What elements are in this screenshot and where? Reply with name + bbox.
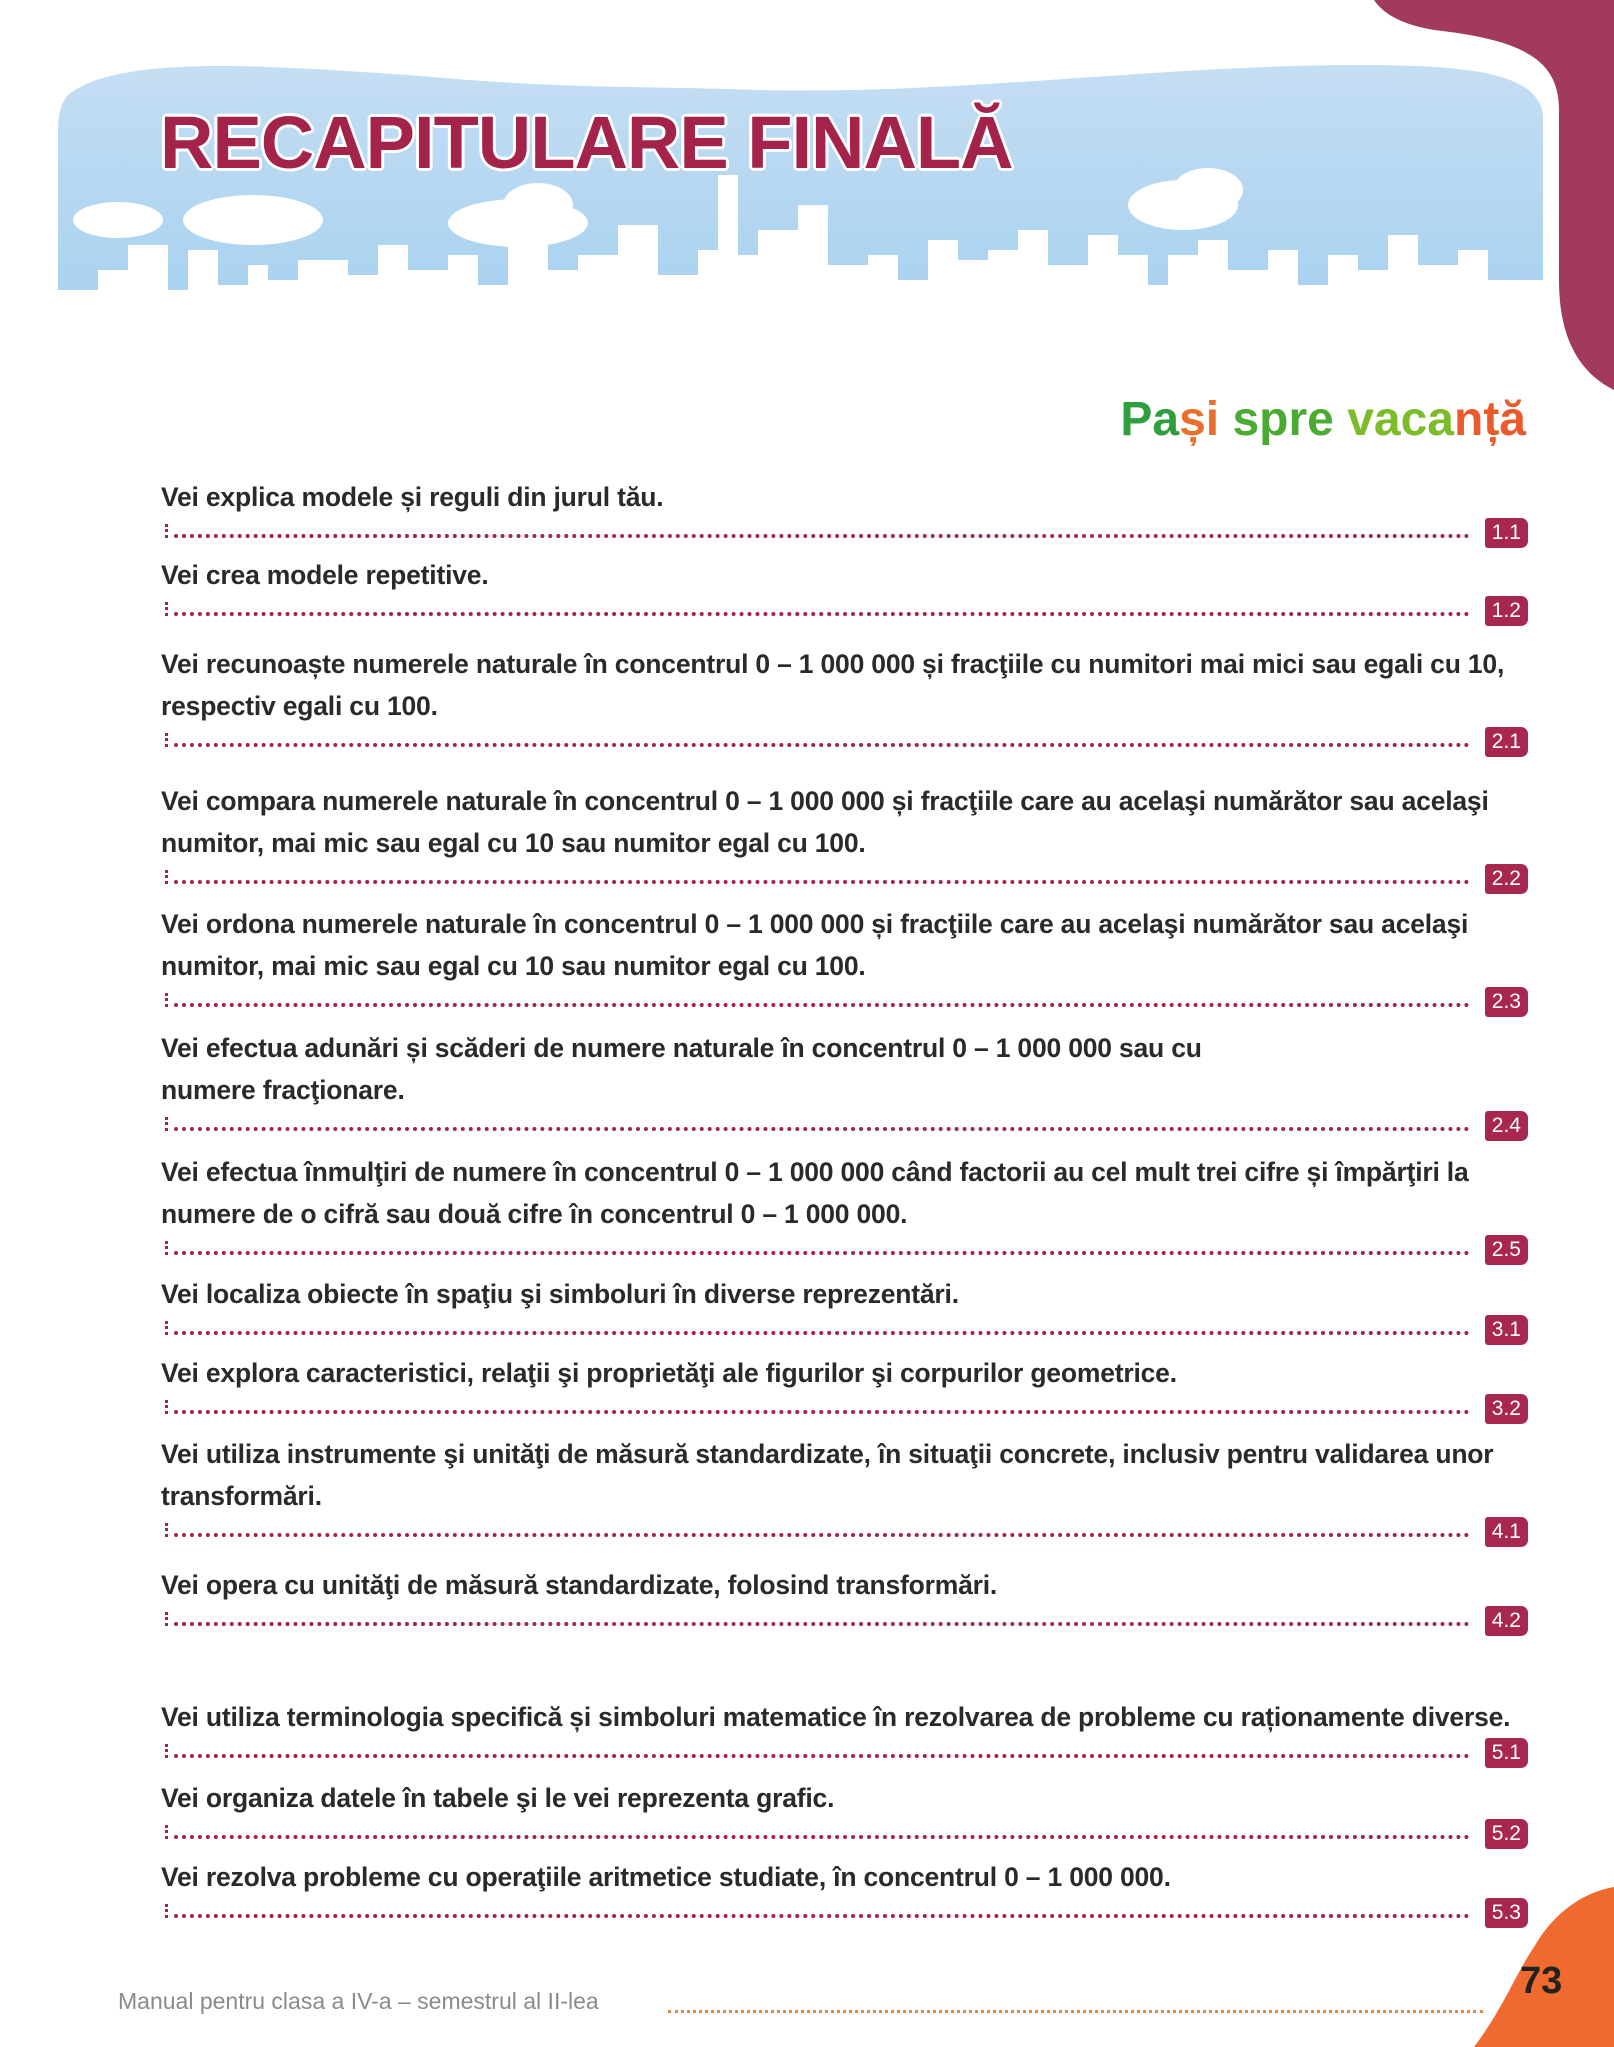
objective-item bbox=[161, 476, 1528, 544]
dotted-answer-line bbox=[165, 521, 1528, 544]
objective-item bbox=[161, 643, 1528, 753]
objective-text: Vei utiliza instrumente şi unităţi de măsură standardizate, în situaţii concrete, inclusiv pentru validarea unor transformări. bbox=[161, 1439, 1494, 1511]
competency-badge: 1.1 bbox=[1485, 518, 1528, 548]
objective-text: Vei ordona numerele naturale în concentrul 0 – 1 000 000 și fracţiile care au acelaşi numărător sau acelaşi numitor, mai mic sau egal cu 10 sau numitor egal cu 100. bbox=[161, 909, 1469, 981]
competency-badge: 5.1 bbox=[1485, 1738, 1528, 1768]
city-skyline-banner bbox=[58, 55, 1548, 330]
objective-text: Vei efectua adunări și scăderi de numere naturale în concentrul 0 – 1 000 000 sau cu numere fracţionare. bbox=[161, 1033, 1202, 1105]
page-number: 73 bbox=[1520, 1960, 1563, 2002]
objective-text: Vei explora caracteristici, relaţii şi proprietăţi ale figurilor şi corpurilor geometrice. bbox=[161, 1358, 1177, 1388]
subtitle-part: vaca bbox=[1333, 393, 1454, 446]
dotted-answer-line bbox=[165, 1238, 1528, 1261]
dotted-answer-line bbox=[165, 730, 1528, 753]
competency-badge: 2.4 bbox=[1485, 1111, 1528, 1141]
dotted-answer-line bbox=[165, 599, 1528, 622]
section-subtitle bbox=[1120, 392, 1526, 447]
page-title: RECAPITULARE FINALĂ bbox=[160, 101, 1013, 184]
objective-text: Vei explica modele și reguli din jurul tău. bbox=[161, 482, 664, 512]
competency-badge: 3.2 bbox=[1485, 1394, 1528, 1424]
objective-item bbox=[161, 1696, 1528, 1764]
objective-item bbox=[161, 1027, 1528, 1137]
competency-badge: 4.1 bbox=[1485, 1517, 1528, 1547]
objective-item bbox=[161, 1151, 1528, 1261]
objective-text: Vei recunoaște numerele naturale în concentrul 0 – 1 000 000 și fracţiile cu numitori mai mici sau egali cu 10, respectiv egali cu 100. bbox=[161, 649, 1505, 721]
subtitle-part: nță bbox=[1454, 393, 1526, 446]
dotted-answer-line bbox=[165, 1397, 1528, 1420]
objective-item bbox=[161, 1564, 1528, 1632]
dotted-answer-line bbox=[165, 990, 1528, 1013]
subtitle-part: spre bbox=[1219, 393, 1334, 446]
dotted-answer-line bbox=[165, 1114, 1528, 1137]
dotted-answer-line bbox=[165, 1741, 1528, 1764]
competency-badge: 1.2 bbox=[1485, 596, 1528, 626]
objective-text: Vei utiliza terminologia specifică și simboluri matematice în rezolvarea de probleme cu raționamente diverse. bbox=[161, 1702, 1511, 1732]
competency-badge: 2.1 bbox=[1485, 727, 1528, 757]
objective-text: Vei rezolva probleme cu operaţiile aritmetice studiate, în concentrul 0 – 1 000 000. bbox=[161, 1862, 1171, 1892]
competency-badge: 2.5 bbox=[1485, 1235, 1528, 1265]
competency-badge: 4.2 bbox=[1485, 1606, 1528, 1636]
objective-text: Vei efectua înmulţiri de numere în concentrul 0 – 1 000 000 când factorii au cel mult trei cifre și împărţiri la numere de o cifră sau două cifre în concentrul 0 – 1 000 000. bbox=[161, 1157, 1469, 1229]
subtitle-part: Pa bbox=[1120, 393, 1180, 446]
dotted-answer-line bbox=[165, 1901, 1528, 1924]
objective-text: Vei crea modele repetitive. bbox=[161, 560, 489, 590]
dotted-answer-line bbox=[165, 1609, 1528, 1632]
competency-badge: 5.2 bbox=[1485, 1819, 1528, 1849]
objective-text: Vei opera cu unităţi de măsură standardizate, folosind transformări. bbox=[161, 1570, 998, 1600]
dotted-answer-line bbox=[165, 1520, 1528, 1543]
dotted-answer-line bbox=[165, 1822, 1528, 1845]
objective-item bbox=[161, 1777, 1528, 1845]
objective-item bbox=[161, 1352, 1528, 1420]
objective-text: Vei localiza obiecte în spaţiu şi simboluri în diverse reprezentări. bbox=[161, 1279, 959, 1309]
objective-item bbox=[161, 903, 1528, 1013]
objective-item bbox=[161, 554, 1528, 622]
dotted-answer-line bbox=[165, 867, 1528, 890]
competency-badge: 2.2 bbox=[1485, 864, 1528, 894]
objective-text: Vei compara numerele naturale în concentrul 0 – 1 000 000 și fracţiile care au acelaşi numărător sau acelaşi numitor, mai mic sau egal cu 10 sau numitor egal cu 100. bbox=[161, 786, 1489, 858]
objective-item bbox=[161, 1273, 1528, 1341]
competency-badge: 3.1 bbox=[1485, 1315, 1528, 1345]
objective-text: Vei organiza datele în tabele şi le vei reprezenta grafic. bbox=[161, 1783, 835, 1813]
objective-item bbox=[161, 1433, 1528, 1543]
footer-dotted-line bbox=[668, 2010, 1483, 2013]
dotted-answer-line bbox=[165, 1318, 1528, 1341]
subtitle-part: și bbox=[1179, 393, 1220, 446]
footer-text: Manual pentru clasa a IV-a – semestrul al II-lea bbox=[118, 1988, 599, 2014]
objective-item bbox=[161, 1856, 1528, 1924]
competency-badge: 5.3 bbox=[1485, 1898, 1528, 1928]
objective-item bbox=[161, 780, 1528, 890]
competency-badge: 2.3 bbox=[1485, 987, 1528, 1017]
